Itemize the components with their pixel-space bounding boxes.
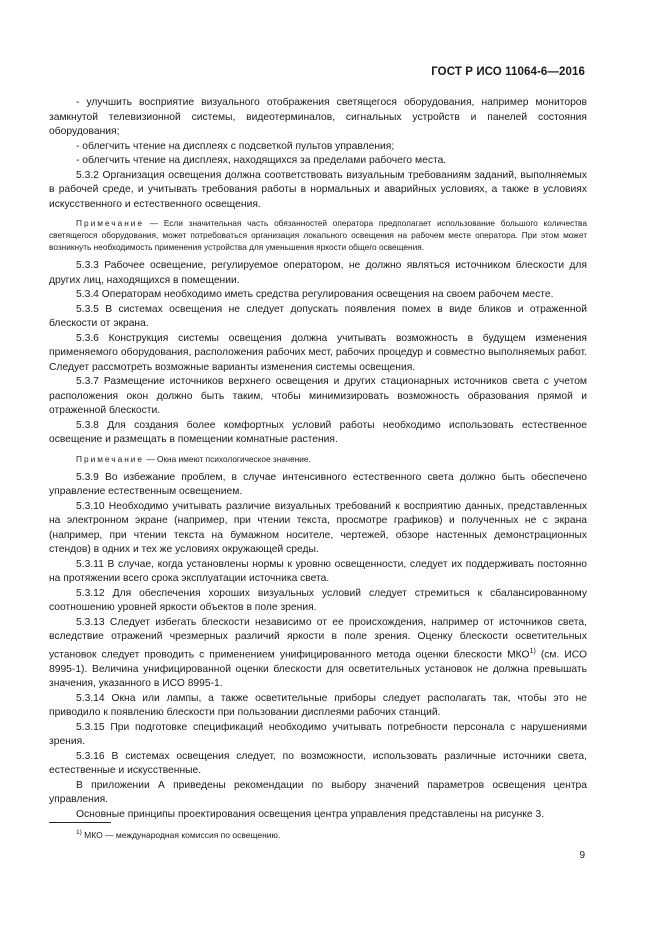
note-2 bbox=[49, 453, 587, 465]
clause-5-3-13-part-b: (см. ИСО 8995-1). Величина унифицированной оценки блескости для осветительных установок не должна превышать значения, указанного в ИСО 8995-1. bbox=[49, 649, 587, 690]
page-number: 9 bbox=[579, 850, 585, 861]
clause-5-3-6: 5.3.6 Конструкция системы освещения должна учитывать возможность в будущем изменения применяемого оборудования, расположения рабочих мест, рабочих процедур и совместно выполняемых работ. Следует рассмотреть возможные варианты изменения системы освещения. bbox=[49, 332, 587, 373]
clause-5-3-12: 5.3.12 Для обеспечения хороших визуальных условий следует стремиться к сбалансированному соотношению уровней яркости объектов в поле зрения. bbox=[49, 587, 587, 614]
footnote-ref: 1) bbox=[529, 647, 536, 655]
list-item-1: - улучшить восприятие визуального отображения светящегося оборудования, например мониторов замкнутой телевизионной системы, видеотерминалов, сигнальных устройств и панелей состояния оборудования; bbox=[49, 97, 587, 137]
note-2-text: — Окна имеют психологическое значение. bbox=[144, 453, 311, 464]
footnote bbox=[76, 827, 280, 841]
note-1-label: Примечание bbox=[76, 218, 145, 228]
clause-5-3-3: 5.3.3 Рабочее освещение, регулируемое оператором, не должно являться источником блескости для других лиц, находящихся в помещении. bbox=[49, 260, 587, 286]
clause-5-3-13-part-a: 5.3.13 Следует избегать блескости независимо от ее происхождения, например от источников света, вследствие отражений чрезмерных различий яркости в поле зрения. Оценку блескости осветительных установок следует проводить с применением унифицированного метода оценки блескости МКО bbox=[49, 616, 587, 661]
body-text bbox=[49, 96, 587, 822]
clause-5-3-9: 5.3.9 Во избежание проблем, в случае интенсивного естественного света должно быть обеспечено управление естественным освещением. bbox=[49, 471, 587, 498]
clause-5-3-15: 5.3.15 При подготовке спецификаций необходимо учитывать потребности персонала с нарушениями зрения. bbox=[49, 721, 587, 748]
footnote-divider bbox=[49, 822, 111, 823]
clause-5-3-14: 5.3.14 Окна или лампы, а также осветительные приборы следует располагать так, чтобы это не приводило к появлению блескости при пользовании дисплеями рабочих станций. bbox=[49, 692, 587, 719]
clause-5-3-5: 5.3.5 В системах освещения не следует допускать появления помех в виде бликов и отраженной блескости от экрана. bbox=[49, 303, 587, 330]
clause-5-3-16: 5.3.16 В системах освещения следует, по возможности, использовать различные источники света, естественные и искусственные. bbox=[49, 750, 587, 777]
figure-reference: Основные принципы проектирования освещения центра управления представлены на рисунке 3. bbox=[76, 808, 545, 820]
clause-5-3-8: 5.3.8 Для создания более комфортных условий работы необходимо использовать естественное освещение и размещать в помещении комнатные растения. bbox=[49, 419, 587, 446]
annex-reference: В приложении А приведены рекомендации по выбору значений параметров освещения центра управления. bbox=[49, 779, 587, 806]
clause-5-3-4: 5.3.4 Операторам необходимо иметь средства регулирования освещения на своем рабочем месте. bbox=[76, 289, 554, 301]
footnote-marker: 1) bbox=[76, 829, 82, 836]
clause-5-3-2: 5.3.2 Организация освещения должна соответствовать визуальным требованиям заданий, выполняемых в рабочей среде, и учитывать требования работы в нормальных и аварийных условиях, а также в условиях искусственного и естественного освещения. bbox=[49, 169, 587, 210]
footnote-text: МКО — международная комиссия по освещению. bbox=[81, 829, 281, 840]
clause-5-3-10: 5.3.10 Необходимо учитывать различие визуальных требований к восприятию данных, представленных на электронном экране (например, при чтении текста, просмотре графиков) и полученных не с экрана (например, при чтении текста на бумажном носителе, чертежей, обзоре настенных демонстрационных стендов) в одних и тех же условиях окружающей среды. bbox=[49, 500, 587, 556]
note-2-label: Примечание bbox=[76, 453, 145, 464]
list-item-2: - облегчить чтение на дисплеях с подсветкой пультов управления; bbox=[76, 140, 395, 152]
list-item-3: - облегчить чтение на дисплеях, находящихся за пределами рабочего места. bbox=[76, 155, 447, 166]
clause-5-3-11: 5.3.11 В случае, когда установлены нормы к уровню освещенности, следует их поддерживать постоянно на протяжении всего срока эксплуатации источника света. bbox=[49, 558, 587, 585]
note-1-text: — Если значительная часть обязанностей оператора предполагает использование большого количества светящегося оборудования, может потребоваться организация локального освещения на рабочем месте оператора. При этом может возникнуть необходимость применения устройства для уменьшения яркости общего освещения. bbox=[49, 218, 587, 253]
standard-header: ГОСТ Р ИСО 11064-6—2016 bbox=[431, 66, 585, 78]
clause-5-3-13 bbox=[49, 616, 587, 692]
note-1 bbox=[49, 217, 587, 253]
clause-5-3-7: 5.3.7 Размещение источников верхнего освещения и других стационарных источников света с учетом расположения окон должно быть таким, чтобы минимизировать возможность образования прямой и отраженной блескости. bbox=[49, 376, 587, 417]
